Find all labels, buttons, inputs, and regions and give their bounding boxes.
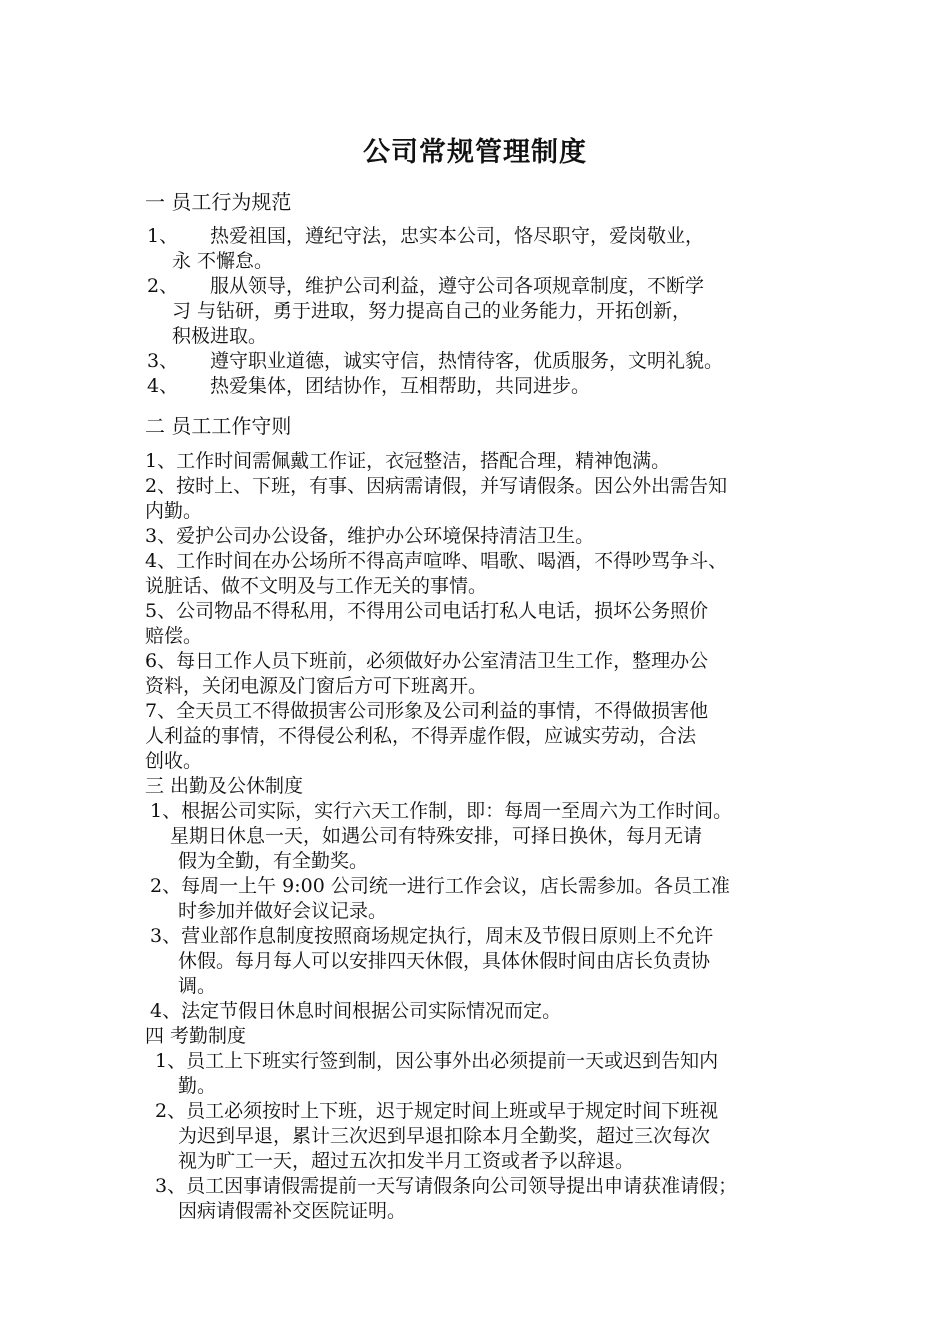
paragraph-line: 2、按时上、下班，有事、因病需请假，并写请假条。因公外出需告知 — [145, 475, 728, 497]
paragraph-line: 说脏话、做不文明及与工作无关的事情。 — [145, 575, 488, 597]
list-item-number: 1、 — [147, 225, 179, 247]
paragraph-line: 1、工作时间需佩戴工作证，衣冠整洁，搭配合理，精神饱满。 — [145, 450, 671, 472]
section-heading-check-in: 四 考勤制度 — [145, 1025, 247, 1047]
paragraph-line: 因病请假需补交医院证明。 — [178, 1200, 407, 1222]
list-item-text: 永 不懈怠。 — [172, 250, 274, 272]
list-item-text: 习 与钻研，勇于进取，努力提高自己的业务能力，开拓创新， — [172, 300, 692, 322]
section-heading-work-rules: 二 员工工作守则 — [145, 414, 292, 438]
section-heading-attendance: 三 出勤及公休制度 — [145, 775, 304, 797]
paragraph-line: 内勤。 — [145, 500, 203, 522]
list-item-text: 积极进取。 — [172, 325, 268, 347]
list-item-number: 2、 — [147, 275, 179, 297]
list-item-number: 4、 — [147, 375, 179, 397]
paragraph-line: 2、员工必须按时上下班，迟于规定时间上班或早于规定时间下班视 — [155, 1100, 719, 1122]
paragraph-line: 星期日休息一天，如遇公司有特殊安排，可择日换休，每月无请 — [170, 825, 703, 847]
paragraph-line: 创收。 — [145, 750, 203, 772]
paragraph-line: 为迟到早退，累计三次迟到早退扣除本月全勤奖，超过三次每次 — [178, 1125, 711, 1147]
paragraph-line: 勤。 — [178, 1075, 217, 1097]
list-item-text: 遵守职业道德，诚实守信，热情待客，优质服务，文明礼貌。 — [210, 350, 724, 372]
paragraph-line: 调。 — [178, 975, 217, 997]
paragraph-line: 4、工作时间在办公场所不得高声喧哗、唱歌、喝酒，不得吵骂争斗、 — [145, 550, 728, 572]
section-heading-behavior: 一 员工行为规范 — [145, 190, 292, 214]
list-item-text: 热爱祖国，遵纪守法，忠实本公司，恪尽职守，爱岗敬业， — [210, 225, 705, 247]
list-item-text: 热爱集体，团结协作，互相帮助，共同进步。 — [210, 375, 591, 397]
paragraph-line: 7、全天员工不得做损害公司形象及公司利益的事情，不得做损害他 — [145, 700, 709, 722]
paragraph-line: 1、员工上下班实行签到制，因公事外出必须提前一天或迟到告知内 — [155, 1050, 719, 1072]
paragraph-line: 2、每周一上午 9:00 公司统一进行工作会议，店长需参加。各员工准 — [150, 875, 730, 897]
paragraph-line: 资料，关闭电源及门窗后方可下班离开。 — [145, 675, 488, 697]
paragraph-line: 人利益的事情，不得侵公利私，不得弄虚作假，应诚实劳动，合法 — [145, 725, 697, 747]
list-item-text: 服从领导，维护公司利益，遵守公司各项规章制度，不断学 — [210, 275, 705, 297]
paragraph-line: 4、法定节假日休息时间根据公司实际情况而定。 — [150, 1000, 562, 1022]
paragraph-line: 假为全勤，有全勤奖。 — [178, 850, 369, 872]
paragraph-line: 6、每日工作人员下班前，必须做好办公室清洁卫生工作，整理办公 — [145, 650, 709, 672]
list-item-number: 3、 — [147, 350, 179, 372]
paragraph-line: 3、爱护公司办公设备，维护办公环境保持清洁卫生。 — [145, 525, 595, 547]
page-title: 公司常规管理制度 — [363, 137, 587, 168]
paragraph-line: 休假。每月每人可以安排四天休假，具体休假时间由店长负责协 — [178, 950, 711, 972]
paragraph-line: 3、营业部作息制度按照商场规定执行，周末及节假日原则上不允许 — [150, 925, 714, 947]
paragraph-line: 视为旷工一天，超过五次扣发半月工资或者予以辞退。 — [178, 1150, 635, 1172]
paragraph-line: 5、公司物品不得私用，不得用公司电话打私人电话，损坏公务照价 — [145, 600, 709, 622]
paragraph-line: 1、根据公司实际，实行六天工作制，即：每周一至周六为工作时间。 — [150, 800, 733, 822]
paragraph-line: 时参加并做好会议记录。 — [178, 900, 388, 922]
paragraph-line: 3、员工因事请假需提前一天写请假条向公司领导提出申请获准请假； — [155, 1175, 738, 1197]
paragraph-line: 赔偿。 — [145, 625, 203, 647]
